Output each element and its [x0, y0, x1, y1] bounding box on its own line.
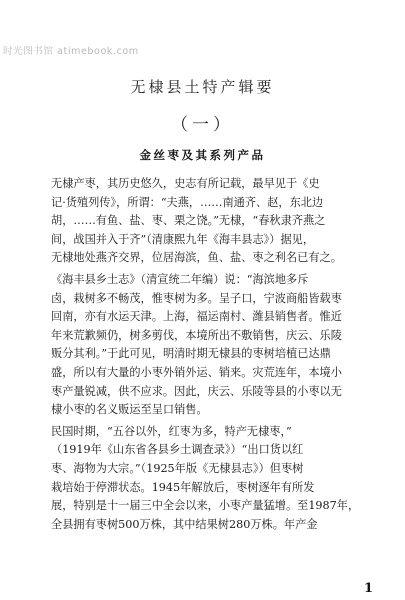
body-text: [51, 175, 367, 534]
page-number: 1: [364, 581, 374, 596]
text-line: 无棣地处燕齐交界，位居海滨，鱼、盐、枣之利名已有之。: [51, 251, 342, 265]
text-line: 《海丰县乡土志》（清宣统二年编）说：“海滨地多斥: [51, 272, 309, 286]
page-title: 无棣县土特产辑要: [130, 78, 275, 96]
text-line: 回南，亦有水运天津。上海，福运南村、潍县销售者。惟近: [51, 310, 342, 324]
section-subtitle: 金丝枣及其系列产品: [139, 148, 266, 162]
text-line: 贩分其利。”于此可见，明清时期无棣县的枣树培植已达鼎: [51, 347, 331, 361]
watermark: 时光图书馆 atimebook.com: [3, 46, 139, 57]
text-line: 卤，栽树多不畅茂，惟枣树为多。呈子口，宁波商船皆载枣: [51, 291, 342, 305]
text-line: 胡，……有鱼、盐、枣、栗之饶。”无棣，“春秋隶齐燕之: [51, 214, 326, 228]
text-line: （1919年《山东省各县乡土调查录》）“出口货以红: [51, 443, 304, 457]
section-number: （一）: [171, 115, 234, 135]
text-line: 盛，所以有大量的小枣外销外运、销来。灾荒连年，本境小: [51, 365, 342, 379]
paragraph: [51, 423, 367, 535]
text-line: 栽培始于停滞状态。1945年解放后，枣树逐年有所发: [51, 480, 315, 494]
text-line: 民国时期，“五谷以外，红枣为多，特产无棣枣，”: [51, 424, 292, 438]
paragraph: [51, 271, 367, 420]
text-line: 记·货殖列传》，所谓：“夫燕，……南通齐、赵，东北边: [51, 195, 324, 209]
text-line: 全县拥有枣树500万株，其中结果树280万株。年产金: [51, 517, 318, 531]
text-line: 展，特别是十一届三中全会以来，小枣产量猛增。至1987年，: [51, 499, 360, 513]
text-line: 年来荒歉频仍，树多剪伐，本境所出不敷销售，庆云、乐陵: [51, 328, 342, 342]
text-line: 无棣产枣，其历史悠久，史志有所记载，最早见于《史: [51, 177, 320, 190]
text-line: 枣、海物为大宗。”（1925年版《无棣县志》）但枣树: [51, 461, 304, 475]
text-line: 棣小枣的名义贩运至呈口销售。: [51, 403, 208, 417]
text-line: 枣产量锐减，供不应求。因此，庆云、乐陵等县的小枣以无: [51, 384, 342, 398]
paragraph: [51, 175, 367, 268]
text-line: 间，战国并入于齐”（清康熙九年《海丰县志》）据见，: [51, 232, 315, 246]
